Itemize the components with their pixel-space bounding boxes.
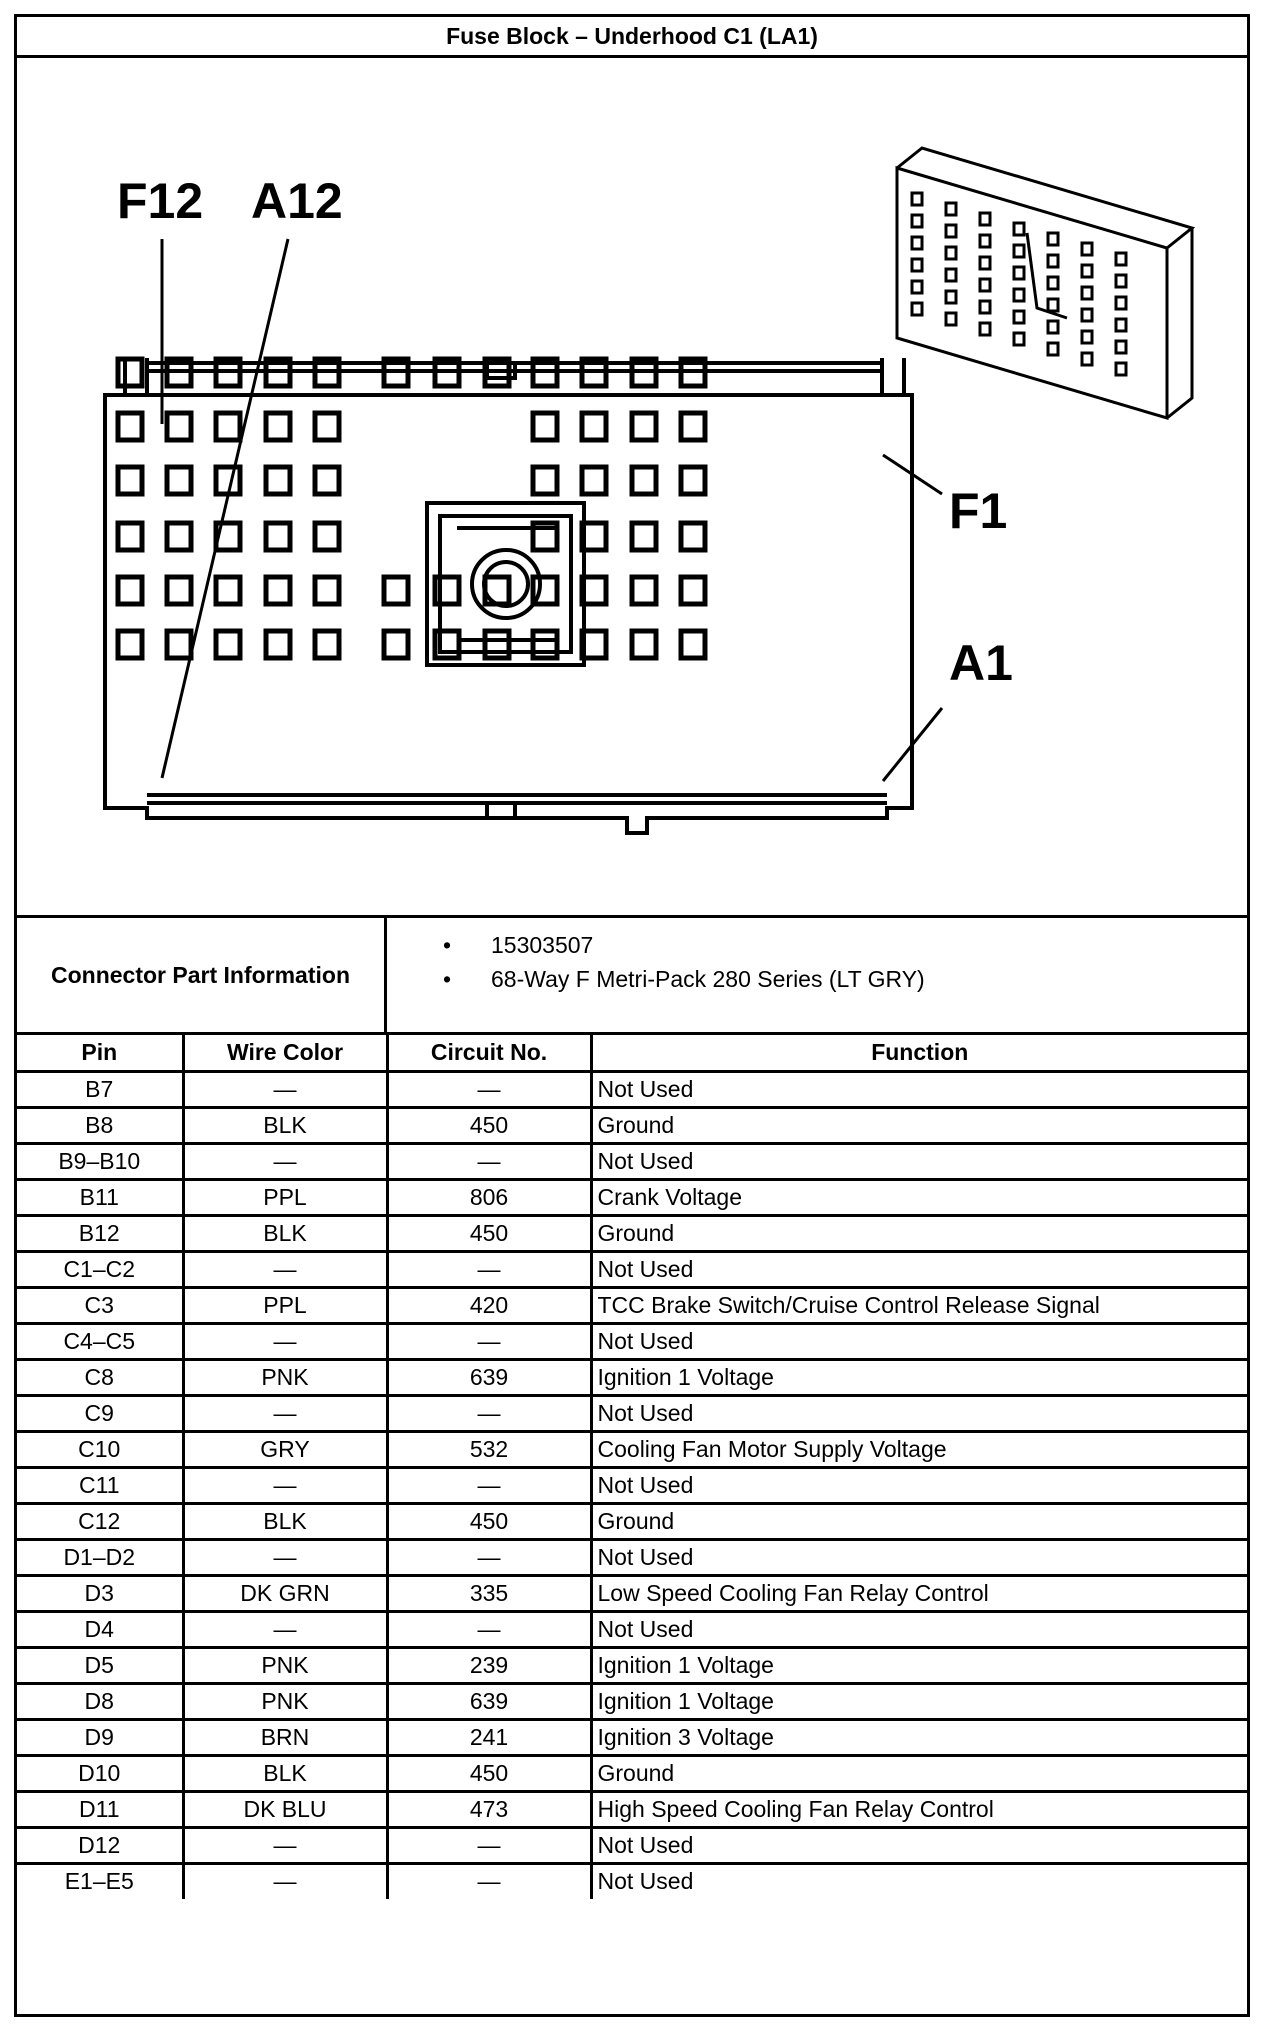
table-row <box>17 1431 1247 1467</box>
cell-pin: C8 <box>17 1359 183 1395</box>
cavity <box>681 523 705 550</box>
cell-function: TCC Brake Switch/Cruise Control Release Signal <box>591 1287 1247 1323</box>
thumb-cavity <box>1082 309 1092 321</box>
part-info-item: • 68-Way F Metri-Pack 280 Series (LT GRY) <box>443 966 925 992</box>
table-row <box>17 1719 1247 1755</box>
cell-pin: C9 <box>17 1395 183 1431</box>
cell-circuit: — <box>387 1251 591 1287</box>
thumb-cavity <box>1116 341 1126 353</box>
cell-circuit: 639 <box>387 1683 591 1719</box>
cavity <box>118 523 142 550</box>
cell-circuit: 639 <box>387 1359 591 1395</box>
col-header-pin: Pin <box>17 1035 183 1071</box>
cavity <box>118 413 142 440</box>
table-row <box>17 1179 1247 1215</box>
cell-wire-color: DK GRN <box>183 1575 387 1611</box>
table-row <box>17 1647 1247 1683</box>
table-row <box>17 1395 1247 1431</box>
cell-circuit: — <box>387 1611 591 1647</box>
cell-function: Ground <box>591 1215 1247 1251</box>
thumb-cavity <box>1082 331 1092 343</box>
cell-circuit: 450 <box>387 1215 591 1251</box>
cell-wire-color: — <box>183 1071 387 1107</box>
cell-pin: C11 <box>17 1467 183 1503</box>
table-row <box>17 1503 1247 1539</box>
cell-function: Ignition 1 Voltage <box>591 1683 1247 1719</box>
cell-function: Ground <box>591 1503 1247 1539</box>
cell-circuit: 450 <box>387 1755 591 1791</box>
table-row <box>17 1683 1247 1719</box>
label-a12: A12 <box>251 173 343 229</box>
cavity <box>216 413 240 440</box>
cavity <box>167 577 191 604</box>
cell-circuit: — <box>387 1071 591 1107</box>
thumb-cavity <box>946 313 956 325</box>
thumb-cavity <box>980 235 990 247</box>
col-header-circuit: Circuit No. <box>387 1035 591 1071</box>
cell-function: Not Used <box>591 1251 1247 1287</box>
col-header-function: Function <box>591 1035 1247 1071</box>
pin-table <box>17 1035 1247 1899</box>
connector-part-info <box>17 915 1247 1035</box>
cell-wire-color: PNK <box>183 1647 387 1683</box>
thumb-cavity <box>1014 311 1024 323</box>
cavity <box>118 631 142 658</box>
cell-wire-color: — <box>183 1395 387 1431</box>
table-row <box>17 1071 1247 1107</box>
cell-function: Not Used <box>591 1539 1247 1575</box>
cavity <box>315 631 339 658</box>
cell-circuit: 335 <box>387 1575 591 1611</box>
thumb-cavity <box>980 301 990 313</box>
cell-wire-color: — <box>183 1467 387 1503</box>
thumb-cavity <box>1048 299 1058 311</box>
cavity <box>315 577 339 604</box>
cell-circuit: — <box>387 1143 591 1179</box>
thumb-cavity <box>912 193 922 205</box>
cell-pin: B9–B10 <box>17 1143 183 1179</box>
cavity <box>632 577 656 604</box>
cavity <box>118 359 142 386</box>
cell-pin: B8 <box>17 1107 183 1143</box>
cell-pin: B11 <box>17 1179 183 1215</box>
cell-wire-color: — <box>183 1611 387 1647</box>
part-info-item: • 15303507 <box>443 932 594 958</box>
table-row <box>17 1323 1247 1359</box>
part-description: 68-Way F Metri-Pack 280 Series (LT GRY) <box>491 966 925 992</box>
label-f12: F12 <box>117 173 204 229</box>
table-row <box>17 1215 1247 1251</box>
thumb-cavity <box>1048 321 1058 333</box>
thumb-cavity <box>912 215 922 227</box>
cell-function: Not Used <box>591 1323 1247 1359</box>
cell-function: Not Used <box>591 1395 1247 1431</box>
cell-wire-color: — <box>183 1143 387 1179</box>
thumb-cavity <box>1048 277 1058 289</box>
cell-function: Low Speed Cooling Fan Relay Control <box>591 1575 1247 1611</box>
cell-wire-color: — <box>183 1539 387 1575</box>
cavity <box>681 467 705 494</box>
table-row <box>17 1107 1247 1143</box>
cell-circuit: 532 <box>387 1431 591 1467</box>
label-a1: A1 <box>949 635 1013 691</box>
cell-wire-color: DK BLU <box>183 1791 387 1827</box>
thumb-cavity <box>946 269 956 281</box>
cavity <box>632 631 656 658</box>
thumb-cavity <box>1116 363 1126 375</box>
cell-wire-color: — <box>183 1251 387 1287</box>
cell-function: Not Used <box>591 1467 1247 1503</box>
cell-circuit: 239 <box>387 1647 591 1683</box>
table-row <box>17 1143 1247 1179</box>
cell-pin: D1–D2 <box>17 1539 183 1575</box>
pin-table-header <box>17 1035 1247 1071</box>
cell-circuit: — <box>387 1827 591 1863</box>
cell-circuit: 241 <box>387 1719 591 1755</box>
cell-circuit: — <box>387 1323 591 1359</box>
thumb-cavity <box>1048 233 1058 245</box>
cell-function: Ignition 1 Voltage <box>591 1359 1247 1395</box>
table-row <box>17 1791 1247 1827</box>
cavity <box>384 577 408 604</box>
table-row <box>17 1827 1247 1863</box>
cavity <box>315 413 339 440</box>
cavity <box>266 413 290 440</box>
table-row <box>17 1611 1247 1647</box>
cell-function: Crank Voltage <box>591 1179 1247 1215</box>
thumb-cavity <box>912 237 922 249</box>
cavity <box>681 631 705 658</box>
cavity <box>167 631 191 658</box>
cell-function: Ground <box>591 1107 1247 1143</box>
thumb-cavity <box>1116 275 1126 287</box>
cavity <box>681 413 705 440</box>
thumb-cavity <box>946 291 956 303</box>
cell-wire-color: — <box>183 1323 387 1359</box>
cell-circuit: 450 <box>387 1503 591 1539</box>
cell-circuit: 450 <box>387 1107 591 1143</box>
cell-function: Cooling Fan Motor Supply Voltage <box>591 1431 1247 1467</box>
cell-function: Not Used <box>591 1071 1247 1107</box>
cell-wire-color: GRY <box>183 1431 387 1467</box>
cell-pin: D9 <box>17 1719 183 1755</box>
cavity <box>167 413 191 440</box>
thumb-cavity <box>1082 243 1092 255</box>
cavity <box>167 467 191 494</box>
thumb-cavity <box>1014 289 1024 301</box>
thumb-cavity <box>912 303 922 315</box>
cell-circuit: — <box>387 1467 591 1503</box>
cell-pin: D12 <box>17 1827 183 1863</box>
cavity <box>533 467 557 494</box>
table-row <box>17 1467 1247 1503</box>
cell-circuit: 473 <box>387 1791 591 1827</box>
cell-function: Ignition 3 Voltage <box>591 1719 1247 1755</box>
cell-function: Ignition 1 Voltage <box>591 1647 1247 1683</box>
page-title: Fuse Block – Underhood C1 (LA1) <box>17 17 1247 58</box>
thumb-cavity <box>946 247 956 259</box>
thumb-cavity <box>1014 245 1024 257</box>
cell-wire-color: PPL <box>183 1179 387 1215</box>
thumb-cavity <box>946 225 956 237</box>
cavity <box>216 577 240 604</box>
cell-circuit: — <box>387 1395 591 1431</box>
cavity <box>266 577 290 604</box>
cavity-grid <box>118 359 705 658</box>
thumb-cavity <box>1116 319 1126 331</box>
thumb-cavity <box>1048 255 1058 267</box>
table-row <box>17 1863 1247 1899</box>
thumb-cavity <box>1048 343 1058 355</box>
cell-wire-color: — <box>183 1863 387 1899</box>
cell-wire-color: PNK <box>183 1683 387 1719</box>
cell-pin: B12 <box>17 1215 183 1251</box>
cell-pin: C4–C5 <box>17 1323 183 1359</box>
cell-wire-color: BRN <box>183 1719 387 1755</box>
table-row <box>17 1755 1247 1791</box>
part-number: 15303507 <box>491 932 594 958</box>
cell-wire-color: — <box>183 1827 387 1863</box>
cell-pin: C12 <box>17 1503 183 1539</box>
thumb-cavity <box>1014 267 1024 279</box>
thumb-cavity <box>1082 265 1092 277</box>
cell-function: Not Used <box>591 1827 1247 1863</box>
cell-pin: D8 <box>17 1683 183 1719</box>
cell-function: Ground <box>591 1755 1247 1791</box>
cell-pin: D11 <box>17 1791 183 1827</box>
thumb-cavity <box>980 257 990 269</box>
thumb-cavity <box>980 213 990 225</box>
cell-pin: D10 <box>17 1755 183 1791</box>
thumb-cavity <box>1082 287 1092 299</box>
cell-pin: C1–C2 <box>17 1251 183 1287</box>
cavity <box>216 631 240 658</box>
cell-circuit: — <box>387 1539 591 1575</box>
thumb-cavity <box>1116 253 1126 265</box>
thumb-cavity <box>1082 353 1092 365</box>
cell-function: Not Used <box>591 1143 1247 1179</box>
cavity <box>266 523 290 550</box>
cell-pin: D4 <box>17 1611 183 1647</box>
cell-wire-color: BLK <box>183 1215 387 1251</box>
connector-3d-view <box>897 148 1192 418</box>
thumb-cavity <box>1116 297 1126 309</box>
cell-circuit: — <box>387 1863 591 1899</box>
table-row <box>17 1539 1247 1575</box>
col-header-wire-color: Wire Color <box>183 1035 387 1071</box>
part-info-label: Connector Part Information <box>17 918 387 1032</box>
cell-circuit: 806 <box>387 1179 591 1215</box>
center-lock-feature <box>427 503 584 665</box>
thumb-cavity <box>980 323 990 335</box>
cell-pin: B7 <box>17 1071 183 1107</box>
cell-wire-color: BLK <box>183 1503 387 1539</box>
cell-pin: D3 <box>17 1575 183 1611</box>
cavity <box>681 577 705 604</box>
cell-circuit: 420 <box>387 1287 591 1323</box>
cell-function: Not Used <box>591 1611 1247 1647</box>
cell-wire-color: PPL <box>183 1287 387 1323</box>
cavity <box>582 467 606 494</box>
leader-lines <box>162 239 942 781</box>
cell-wire-color: BLK <box>183 1107 387 1143</box>
cavity <box>167 523 191 550</box>
cell-pin: C10 <box>17 1431 183 1467</box>
part-info-list <box>387 918 925 996</box>
thumb-cavity <box>946 203 956 215</box>
thumb-cavity <box>980 279 990 291</box>
cavity <box>533 413 557 440</box>
connector-sheet <box>14 14 1250 2017</box>
cavity <box>266 631 290 658</box>
cell-wire-color: BLK <box>183 1755 387 1791</box>
label-f1: F1 <box>949 483 1008 539</box>
cell-pin: E1–E5 <box>17 1863 183 1899</box>
thumb-cavity <box>912 281 922 293</box>
cavity <box>632 467 656 494</box>
cavity <box>632 523 656 550</box>
thumb-cavity <box>1014 333 1024 345</box>
cell-function: High Speed Cooling Fan Relay Control <box>591 1791 1247 1827</box>
cavity <box>582 413 606 440</box>
cavity <box>118 577 142 604</box>
cavity <box>632 413 656 440</box>
cavity <box>384 631 408 658</box>
cavity <box>315 467 339 494</box>
thumb-cavity <box>912 259 922 271</box>
cell-pin: C3 <box>17 1287 183 1323</box>
table-row <box>17 1359 1247 1395</box>
cavity <box>315 523 339 550</box>
thumb-cavity <box>1014 223 1024 235</box>
cavity <box>118 467 142 494</box>
cell-wire-color: PNK <box>183 1359 387 1395</box>
table-row <box>17 1287 1247 1323</box>
table-row <box>17 1575 1247 1611</box>
cell-pin: D5 <box>17 1647 183 1683</box>
connector-diagram <box>17 58 1247 917</box>
cell-function: Not Used <box>591 1863 1247 1899</box>
cavity <box>266 467 290 494</box>
table-row <box>17 1251 1247 1287</box>
